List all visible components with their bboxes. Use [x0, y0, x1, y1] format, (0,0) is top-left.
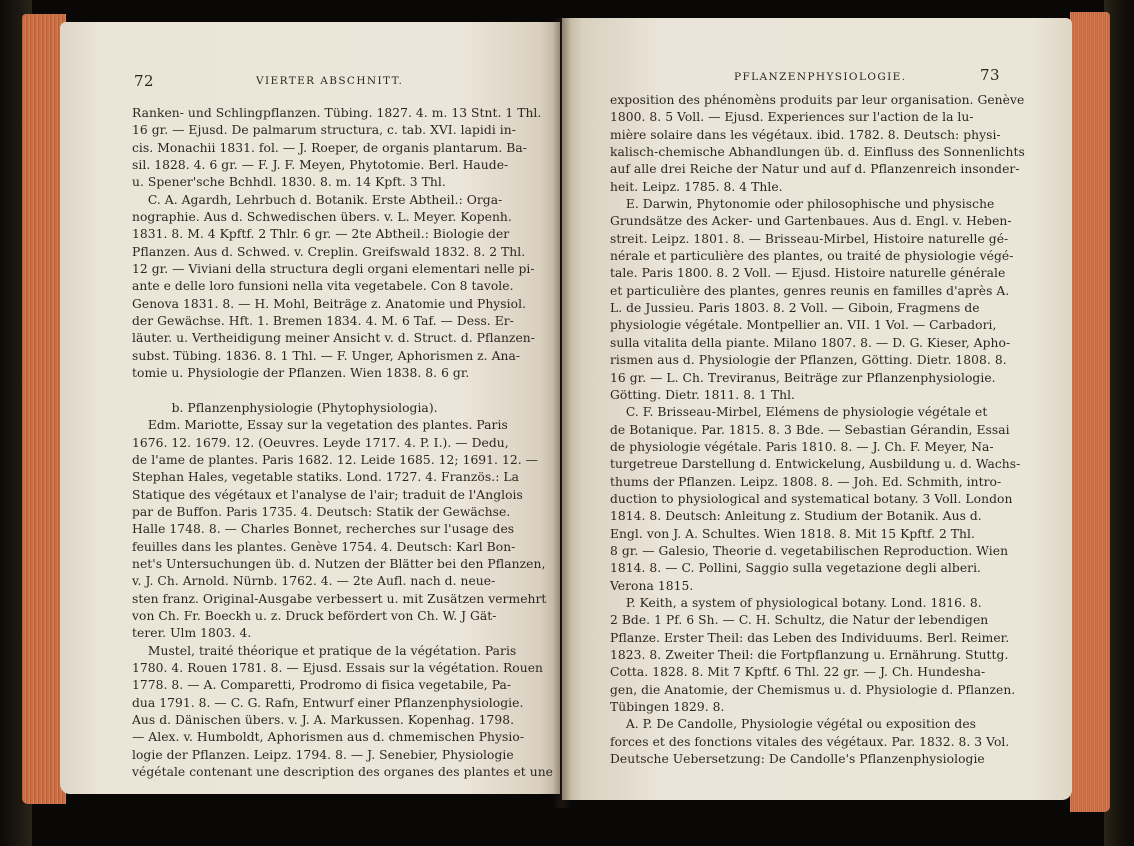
text-line: rismen aus d. Physiologie der Pflanzen, Götting. Dietr. 1808. 8. [610, 353, 1007, 368]
text-line: Engl. von J. A. Schultes. Wien 1818. 8. Mit 15 Kpftf. 2 Thl. [610, 526, 975, 541]
text-line: heit. Leipz. 1785. 8. 4 Thle. [610, 179, 783, 194]
text-line: de l'ame de plantes. Paris 1682. 12. Leide 1685. 12; 1691. 12. — [132, 452, 538, 467]
text-line: 16 gr. — Ejusd. De palmarum structura, c. tab. XVI. lapidi in- [132, 123, 516, 138]
text-line: — Alex. v. Humboldt, Aphorismen aus d. chmemischen Physio- [132, 730, 525, 745]
text-line: 1823. 8. Zweiter Theil: die Fortpflanzung u. Ernährung. Stuttg. [610, 648, 1009, 662]
text-line: Statique des végétaux et l'analyse de l'air; traduit de l'Anglois [132, 487, 523, 502]
text-line: Cotta. 1828. 8. Mit 7 Kpftf. 6 Thl. 22 gr. — J. Ch. Hundesha- [610, 665, 986, 680]
page-edges-right [1070, 12, 1110, 812]
text-line: P. Keith, a system of physiological botany. Lond. 1816. 8. [610, 595, 982, 610]
text-line: mière solaire dans les végétaux. ibid. 1782. 8. Deutsch: physi- [610, 127, 1001, 142]
text-line: Tübingen 1829. 8. [610, 700, 725, 715]
text-line: 16 gr. — L. Ch. Treviranus, Beiträge zur Pflanzenphysiologie. [610, 370, 996, 385]
text-line: Götting. Dietr. 1811. 8. 1 Thl. [610, 387, 796, 402]
text-line: A. P. De Candolle, Physiologie végétal ou exposition des [610, 717, 977, 732]
text-line: 12 gr. — Viviani della structura degli organi elementari nelle pi- [132, 262, 535, 277]
text-line: läuter. u. Vertheidigung meiner Ansicht v. d. Struct. d. Pflanzen- [132, 331, 535, 346]
page-body-text [610, 92, 1025, 768]
text-line: Ranken- und Schlingpflanzen. Tübing. 1827. 4. m. 13 Stnt. 1 Thl. [132, 106, 542, 120]
text-line: 1676. 12. 1679. 12. (Oeuvres. Leyde 1717. 4. P. I.). — Dedu, [132, 435, 509, 450]
text-line: b. Pflanzenphysiologie (Phytophysiologia). [132, 400, 438, 415]
text-line [132, 383, 553, 400]
text-line: C. F. Brisseau-Mirbel, Elémens de physiologie végétale et [610, 405, 988, 420]
text-line: Pflanze. Erster Theil: das Leben des Individuums. Berl. Reimer. [610, 630, 1010, 645]
text-line: Verona 1815. [610, 578, 694, 593]
text-line: 1800. 8. 5 Voll. — Ejusd. Experiences sur l'action de la lu- [610, 110, 974, 125]
text-line: végétale contenant une description des organes des plantes et une [132, 765, 554, 780]
text-line: C. A. Agardh, Lehrbuch d. Botanik. Erste Abtheil.: Orga- [132, 192, 503, 207]
right-page [562, 18, 1072, 800]
text-line: 8 gr. — Galesio, Theorie d. vegetabilischen Reproduction. Wien [610, 543, 1009, 558]
text-line: Deutsche Uebersetzung: De Candolle's Pflanzenphysiologie [610, 752, 985, 767]
text-line: gen, die Anatomie, der Chemismus u. d. Physiologie d. Pflanzen. [610, 682, 1016, 697]
text-line: 1814. 8. — C. Pollini, Saggio sulla vegetazione degli alberi. [610, 561, 982, 576]
running-head: PFLANZENPHYSIOLOGIE. [734, 71, 907, 83]
text-line: forces et des fonctions vitales des végétaux. Par. 1832. 8. 3 Vol. [610, 734, 1010, 749]
text-line: et particulière des plantes, genres reunis en familles d'après A. [610, 283, 1010, 298]
text-line: Halle 1748. 8. — Charles Bonnet, recherches sur l'usage des [132, 522, 515, 537]
text-line: sulla vitalita della piante. Milano 1807. 8. — D. G. Kieser, Apho- [610, 335, 1011, 350]
text-line: der Gewächse. Hft. 1. Bremen 1834. 4. M. 6 Taf. — Dess. Er- [132, 314, 514, 329]
text-line: 1831. 8. M. 4 Kpftf. 2 Thlr. 6 gr. — 2te Abtheil.: Biologie der [132, 227, 510, 242]
text-line: v. J. Ch. Arnold. Nürnb. 1762. 4. — 2te Aufl. nach d. neue- [132, 574, 496, 589]
text-line: sten franz. Original-Ausgabe verbessert u. mit Zusätzen vermehrt [132, 591, 547, 606]
text-line: tomie u. Physiologie der Pflanzen. Wien 1838. 8. 6 gr. [132, 366, 470, 381]
text-line: Edm. Mariotte, Essay sur la vegetation des plantes. Paris [132, 418, 508, 433]
text-line: kalisch-chemische Abhandlungen üb. d. Einfluss des Sonnenlichts [610, 145, 1025, 160]
text-line: streit. Leipz. 1801. 8. — Brisseau-Mirbel, Histoire naturelle gé- [610, 231, 1009, 246]
page-body-text [132, 105, 553, 781]
running-head: VIERTER ABSCHNITT. [256, 75, 404, 87]
text-line: subst. Tübing. 1836. 8. 1 Thl. — F. Unger, Aphorismen z. Ana- [132, 348, 521, 363]
page-number: 73 [980, 66, 1001, 84]
text-line: de Botanique. Par. 1815. 8. 3 Bde. — Sebastian Gérandin, Essai [610, 422, 1010, 437]
text-line: nérale et particulière des plantes, ou traité de physiologie végé- [610, 249, 1014, 264]
text-line: exposition des phénomèns produits par leur organisation. Genève [610, 93, 1025, 107]
page-number: 72 [134, 72, 155, 90]
text-line: 2 Bde. 1 Pf. 6 Sh. — C. H. Schultz, die Natur der lebendigen [610, 613, 989, 628]
text-line: Genova 1831. 8. — H. Mohl, Beiträge z. Anatomie und Physiol. [132, 296, 527, 311]
text-line: tale. Paris 1800. 8. 2 Voll. — Ejusd. Histoire naturelle générale [610, 266, 1006, 281]
text-line: de physiologie végétale. Paris 1810. 8. — J. Ch. F. Meyer, Na- [610, 439, 994, 454]
text-line: von Ch. Fr. Boeckh u. z. Druck befördert von Ch. W. J Gät- [132, 608, 497, 623]
text-line: net's Untersuchungen üb. d. Nutzen der Blätter bei den Pflanzen, [132, 556, 546, 571]
text-line: duction to physiological and systematical botany. 3 Voll. London [610, 491, 1013, 506]
text-line: Mustel, traité théorique et pratique de la végétation. Paris [132, 643, 517, 658]
text-line: turgetreue Darstellung d. Entwickelung, Ausbildung u. d. Wachs- [610, 457, 1021, 472]
text-line: Aus d. Dänischen übers. v. J. A. Markussen. Kopenhag. 1798. [132, 713, 515, 728]
text-line: auf alle drei Reiche der Natur und auf d. Pflanzenreich insonder- [610, 162, 1020, 177]
text-line: u. Spener'sche Bchhdl. 1830. 8. m. 14 Kpft. 3 Thl. [132, 175, 446, 190]
text-line: E. Darwin, Phytonomie oder philosophische und physische [610, 197, 995, 212]
text-line: nographie. Aus d. Schwedischen übers. v. L. Meyer. Kopenh. [132, 210, 512, 225]
text-line: 1814. 8. Deutsch: Anleitung z. Studium der Botanik. Aus d. [610, 509, 982, 524]
text-line: Grundsätze des Acker- und Gartenbaues. Aus d. Engl. v. Heben- [610, 214, 1012, 229]
text-line: physiologie végétale. Montpellier an. VII. 1 Vol. — Carbadori, [610, 318, 997, 333]
text-line: logie der Pflanzen. Leipz. 1794. 8. — J. Senebier, Physiologie [132, 747, 514, 762]
book-gutter [553, 18, 571, 808]
text-line: Pflanzen. Aus d. Schwed. v. Creplin. Greifswald 1832. 8. 2 Thl. [132, 244, 526, 259]
text-line: terer. Ulm 1803. 4. [132, 626, 252, 641]
left-page [60, 22, 560, 794]
text-line: par de Buffon. Paris 1735. 4. Deutsch: Statik der Gewächse. [132, 504, 511, 519]
text-line: Stephan Hales, vegetable statiks. Lond. 1727. 4. Französ.: La [132, 470, 519, 485]
text-line: thums der Pflanzen. Leipz. 1808. 8. — Joh. Ed. Schmith, intro- [610, 474, 1002, 489]
text-line: sil. 1828. 4. 6 gr. — F. J. F. Meyen, Phytotomie. Berl. Haude- [132, 158, 509, 173]
text-line: dua 1791. 8. — C. G. Rafn, Entwurf einer Pflanzenphysiologie. [132, 695, 524, 710]
text-line: ante e delle loro funsioni nella vita vegetabele. Con 8 tavole. [132, 279, 514, 294]
text-line: 1780. 4. Rouen 1781. 8. — Ejusd. Essais sur la végétation. Rouen [132, 661, 544, 675]
text-line: feuilles dans les plantes. Genève 1754. 4. Deutsch: Karl Bon- [132, 539, 516, 554]
text-line: cis. Monachii 1831. fol. — J. Roeper, de organis plantarum. Ba- [132, 140, 527, 155]
text-line: 1778. 8. — A. Comparetti, Prodromo di fisica vegetabile, Pa- [132, 678, 512, 693]
text-line: L. de Jussieu. Paris 1803. 8. 2 Voll. — Giboin, Fragmens de [610, 301, 980, 316]
